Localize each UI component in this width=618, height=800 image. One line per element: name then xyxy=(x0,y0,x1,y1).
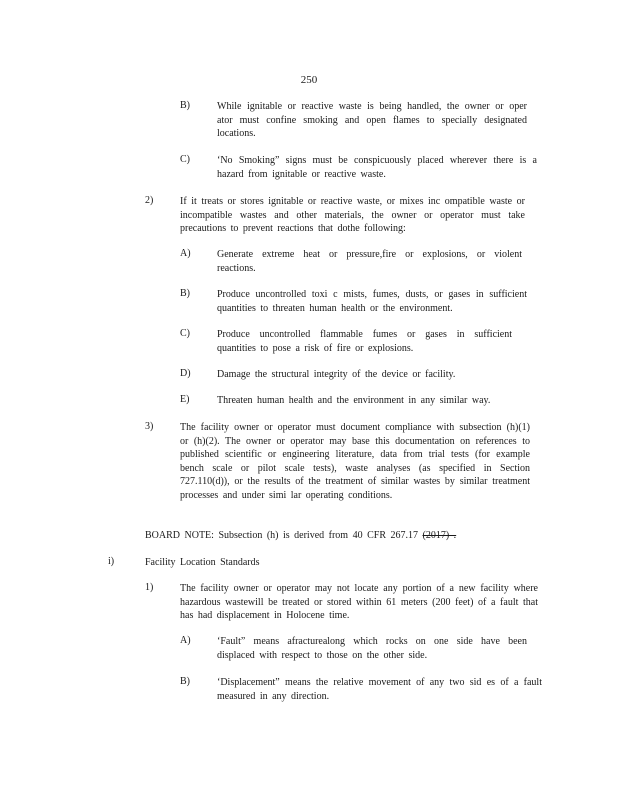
item-label: E) xyxy=(180,394,190,405)
item-text: The facility owner or operator must document compliance with subsection (h)(1) or (h)(2). The owner or operator may base this documentation on references to published scientific or engineering literature, data from trial tests (for example bench scale or pilot scale tests), waste analyses (as specified in Section 727.110(d)), or the results of the treatment of similar wastes by similar treatment processes and under simi lar operating conditions. xyxy=(180,422,530,501)
item-text: If it treats or stores ignitable or reactive waste, or mixes inc ompatible waste or incompatible wastes and other materials, the owner or operator must take precautions to prevent reactions that dothe following: xyxy=(180,196,525,234)
item-text: ‘Displacement” means the relative movement of any two sid es of a fault measured in any direction. xyxy=(217,677,542,702)
subsection-title: Facility Location Standards xyxy=(145,557,260,568)
board-note-text: BOARD NOTE: Subsection (h) is derived from 40 CFR 267.17 xyxy=(145,530,418,541)
item-label: 3) xyxy=(145,421,154,432)
item-text: Produce uncontrolled toxi c mists, fumes, dusts, or gases in sufficient quantities to threaten human health or the environment. xyxy=(217,289,527,314)
item-text: Threaten human health and the environment in any similar way. xyxy=(217,395,491,406)
item-label: B) xyxy=(180,100,190,111)
item-label: 2) xyxy=(145,195,154,206)
item-label: B) xyxy=(180,288,190,299)
item-text: ‘No Smoking” signs must be conspicuously placed wherever there is a hazard from ignitable or reactive waste. xyxy=(217,155,537,180)
board-note-struck-text: (2017) . xyxy=(422,530,457,541)
item-label: 1) xyxy=(145,582,154,593)
item-text: ‘Fault” means afracturealong which rocks on one side have been displaced with respect to those on the other side. xyxy=(217,636,527,661)
board-note xyxy=(145,529,545,543)
page-number: 250 xyxy=(300,74,318,86)
item-text: While ignitable or reactive waste is being handled, the owner or oper ator must confine smoking and open flames to specially designated locations. xyxy=(217,101,527,139)
item-text: Generate extreme heat or pressure,fire or explosions, or violent reactions. xyxy=(217,249,522,274)
subsection-label: i) xyxy=(108,556,115,567)
item-label: D) xyxy=(180,368,191,379)
item-label: C) xyxy=(180,154,190,165)
item-text: Damage the structural integrity of the device or facility. xyxy=(217,369,456,380)
item-text: Produce uncontrolled flammable fumes or gases in sufficient quantities to pose a risk of fire or explosions. xyxy=(217,329,512,354)
item-text: The facility owner or operator may not locate any portion of a new facility where hazardous wastewill be treated or stored within 61 meters (200 feet) of a fault that has had displacement in Holocene time. xyxy=(180,583,538,621)
item-label: C) xyxy=(180,328,190,339)
item-label: B) xyxy=(180,676,190,687)
item-label: A) xyxy=(180,248,191,259)
item-label: A) xyxy=(180,635,191,646)
